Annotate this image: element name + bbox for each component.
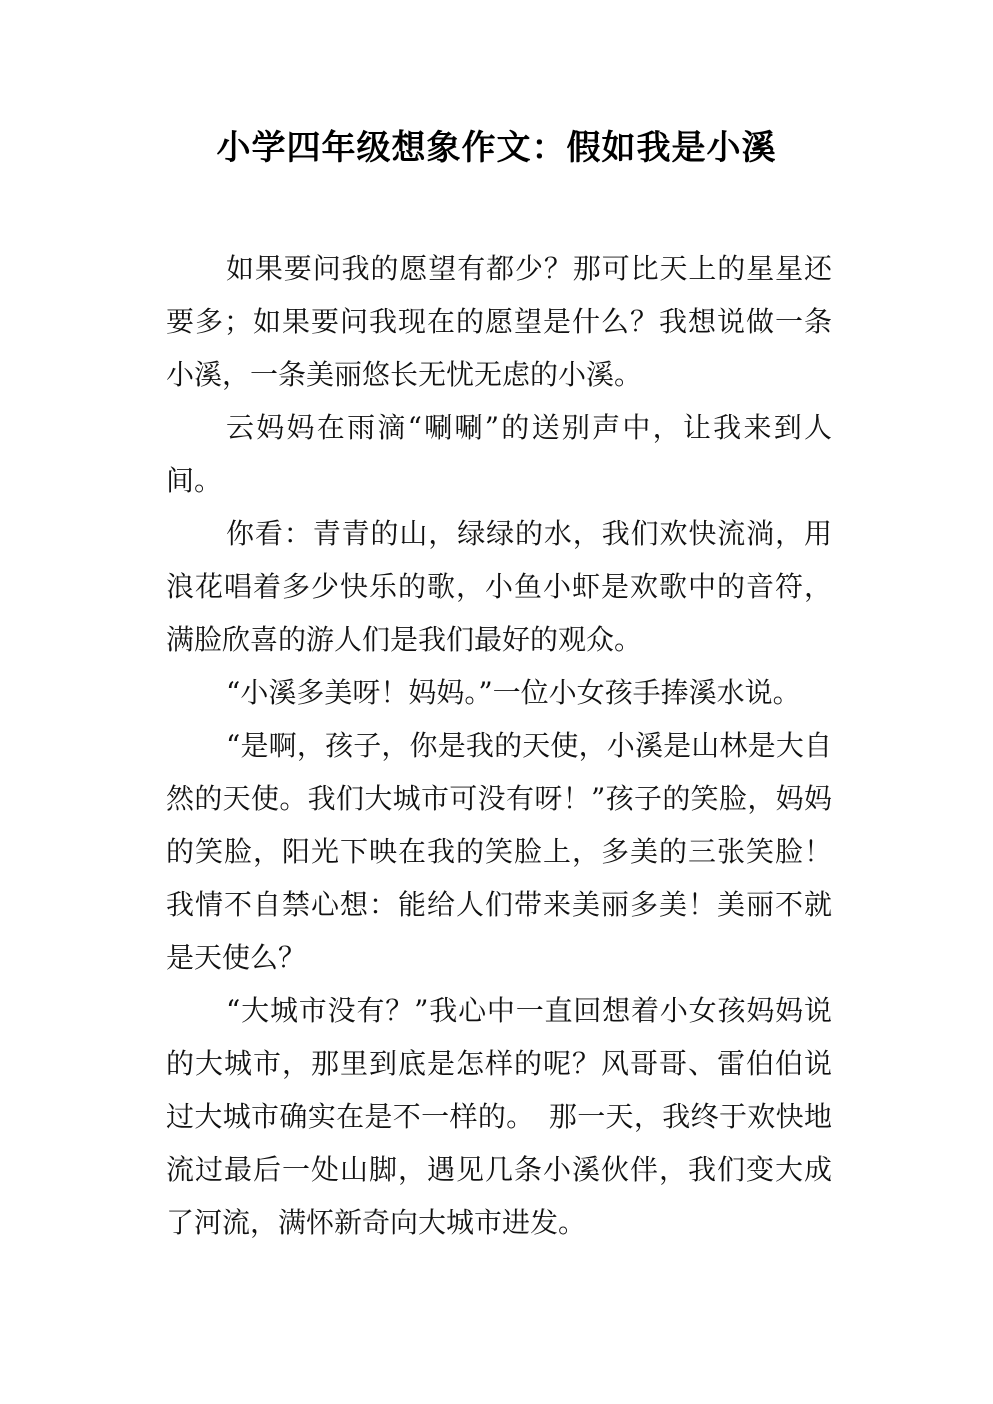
paragraph-6: “大城市没有？”我心中一直回想着小女孩妈妈说的大城市，那里到底是怎样的呢？风哥哥、雷伯伯说过大城市确实在是不一样的。 那一天，我终于欢快地流过最后一处山脚，遇见几条小溪伙伴，我们变大成了河流，满怀新奇向大城市进发。 — [166, 994, 832, 1239]
paragraph-5: “是啊，孩子，你是我的天使，小溪是山林是大自然的天使。我们大城市可没有呀！”孩子的笑脸，妈妈的笑脸，阳光下映在我的笑脸上，多美的三张笑脸！我情不自禁心想：能给人们带来美丽多美！美丽不就是天使么？ — [166, 729, 832, 974]
document-title: 小学四年级想象作文：假如我是小溪 — [216, 128, 777, 168]
essay-body — [166, 242, 832, 1249]
paragraph-3: 你看：青青的山，绿绿的水，我们欢快流淌，用浪花唱着多少快乐的歌，小鱼小虾是欢歌中的音符，满脸欣喜的游人们是我们最好的观众。 — [166, 517, 832, 656]
paragraph-4: “小溪多美呀！妈妈。”一位小女孩手捧溪水说。 — [226, 676, 801, 709]
paragraph-1: 如果要问我的愿望有都少？那可比天上的星星还要多；如果要问我现在的愿望是什么？我想说做一条小溪，一条美丽悠长无忧无虑的小溪。 — [166, 252, 832, 391]
paragraph-2: 云妈妈在雨滴“唰唰”的送别声中，让我来到人间。 — [166, 411, 832, 497]
